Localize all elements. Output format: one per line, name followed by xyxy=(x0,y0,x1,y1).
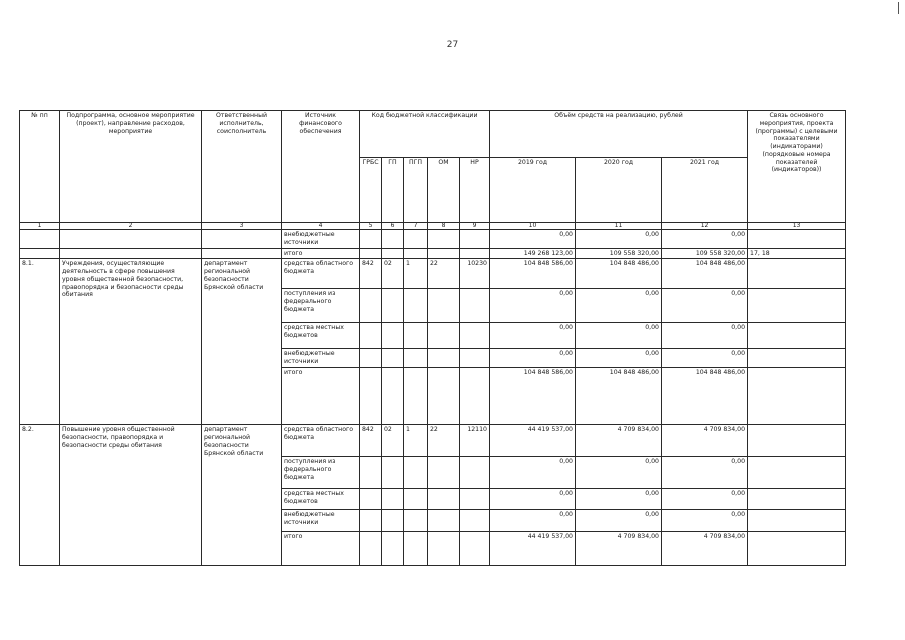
amount-2019: 44 419 537,00 xyxy=(490,532,576,566)
empty-cell xyxy=(460,289,490,323)
empty-cell xyxy=(382,349,404,368)
col-header-2019: 2019 год xyxy=(490,158,576,223)
empty-cell xyxy=(382,230,404,249)
col-header-pgp: ПГП xyxy=(404,158,428,223)
column-number: 2 xyxy=(60,223,202,230)
section-responsible: департамент региональной безопасности Брянской области xyxy=(202,425,282,566)
empty-cell xyxy=(360,532,382,566)
col-header-sources: Источник финансового обеспечения xyxy=(282,111,360,223)
section-number: 8.1. xyxy=(20,259,60,425)
amount-2019: 0,00 xyxy=(490,457,576,489)
column-number: 8 xyxy=(428,223,460,230)
code-pgp: 1 xyxy=(404,259,428,289)
link-cell xyxy=(748,457,846,489)
empty-cell xyxy=(404,457,428,489)
amount-2020: 0,00 xyxy=(576,489,662,510)
amount-2020: 0,00 xyxy=(576,457,662,489)
code-gp: 02 xyxy=(382,259,404,289)
empty-cell xyxy=(382,248,404,259)
empty-cell xyxy=(428,323,460,349)
empty-cell xyxy=(460,510,490,532)
empty-cell xyxy=(460,349,490,368)
empty-cell xyxy=(428,349,460,368)
amount-2021: 109 558 320,00 xyxy=(662,248,748,259)
amount-2021: 0,00 xyxy=(662,510,748,532)
amount-2019: 0,00 xyxy=(490,510,576,532)
code-grbs: 842 xyxy=(360,259,382,289)
amount-2019: 0,00 xyxy=(490,349,576,368)
code-grbs: 842 xyxy=(360,425,382,457)
code-gp: 02 xyxy=(382,425,404,457)
link-cell xyxy=(748,259,846,289)
source-cell: средства местных бюджетов xyxy=(282,489,360,510)
empty-cell xyxy=(404,230,428,249)
empty-cell xyxy=(382,457,404,489)
section-name: Повышение уровня общественной безопасности, правопорядка и безопасности среды обитания xyxy=(60,425,202,566)
source-cell: внебюджетные источники xyxy=(282,349,360,368)
amount-2020: 104 848 486,00 xyxy=(576,368,662,425)
amount-2019: 44 419 537,00 xyxy=(490,425,576,457)
source-cell: внебюджетные источники xyxy=(282,510,360,532)
empty-cell xyxy=(428,532,460,566)
amount-2020: 109 558 320,00 xyxy=(576,248,662,259)
empty-cell xyxy=(404,248,428,259)
empty-cell xyxy=(428,230,460,249)
table-row xyxy=(20,230,846,249)
budget-table xyxy=(19,110,846,566)
column-number: 5 xyxy=(360,223,382,230)
empty-cell xyxy=(382,510,404,532)
empty-cell xyxy=(460,457,490,489)
col-header-2021: 2021 год xyxy=(662,158,748,223)
amount-2021: 4 709 834,00 xyxy=(662,532,748,566)
empty-cell xyxy=(404,510,428,532)
code-om: 22 xyxy=(428,425,460,457)
empty-cell xyxy=(360,230,382,249)
empty-cell xyxy=(428,489,460,510)
empty-cell xyxy=(360,323,382,349)
amount-2020: 0,00 xyxy=(576,230,662,249)
amount-2021: 0,00 xyxy=(662,489,748,510)
link-cell xyxy=(748,289,846,323)
col-header-num: № пп xyxy=(20,111,60,223)
empty-cell xyxy=(360,510,382,532)
empty-cell xyxy=(382,323,404,349)
column-number: 1 xyxy=(20,223,60,230)
amount-2019: 104 848 586,00 xyxy=(490,259,576,289)
column-number: 6 xyxy=(382,223,404,230)
page-number: 27 xyxy=(446,40,459,50)
section-name: Учреждения, осуществляющие деятельность в сфере повышения уровня общественной безопасности, правопорядка и безопасности среды обитания xyxy=(60,259,202,425)
amount-2020: 0,00 xyxy=(576,289,662,323)
amount-2021: 0,00 xyxy=(662,230,748,249)
code-pgp: 1 xyxy=(404,425,428,457)
empty-cell xyxy=(382,289,404,323)
amount-2019: 149 268 123,00 xyxy=(490,248,576,259)
empty-cell xyxy=(360,368,382,425)
empty-cell xyxy=(460,532,490,566)
column-number: 4 xyxy=(282,223,360,230)
amount-2020: 104 848 486,00 xyxy=(576,259,662,289)
amount-2021: 4 709 834,00 xyxy=(662,425,748,457)
empty-cell xyxy=(428,289,460,323)
source-cell: средства местных бюджетов xyxy=(282,323,360,349)
code-om: 22 xyxy=(428,259,460,289)
empty-cell xyxy=(428,248,460,259)
source-cell: итого xyxy=(282,368,360,425)
link-cell xyxy=(748,532,846,566)
column-number: 3 xyxy=(202,223,282,230)
source-cell: средства областного бюджета xyxy=(282,259,360,289)
empty-cell xyxy=(360,489,382,510)
scan-edge-mark xyxy=(898,2,899,14)
empty-cell xyxy=(360,349,382,368)
table-row xyxy=(20,425,846,457)
amount-2020: 0,00 xyxy=(576,510,662,532)
link-cell xyxy=(748,489,846,510)
empty-cell xyxy=(60,230,202,249)
amount-2021: 0,00 xyxy=(662,289,748,323)
empty-cell xyxy=(360,457,382,489)
column-number: 11 xyxy=(576,223,662,230)
empty-cell xyxy=(60,248,202,259)
empty-cell xyxy=(360,289,382,323)
empty-cell xyxy=(202,230,282,249)
section-responsible: департамент региональной безопасности Брянской области xyxy=(202,259,282,425)
amount-2019: 0,00 xyxy=(490,230,576,249)
source-cell: средства областного бюджета xyxy=(282,425,360,457)
empty-cell xyxy=(404,289,428,323)
col-header-volume: Объём средств на реализацию, рублей xyxy=(490,111,748,158)
col-header-2020: 2020 год xyxy=(576,158,662,223)
source-cell: итого xyxy=(282,532,360,566)
source-cell: поступления из федерального бюджета xyxy=(282,457,360,489)
col-header-link: Связь основного мероприятия, проекта (программы) с целевыми показателями (индикаторами) (порядковые номера показателей (индикаторов)) xyxy=(748,111,846,223)
empty-cell xyxy=(360,248,382,259)
link-cell xyxy=(748,230,846,249)
col-header-om: ОМ xyxy=(428,158,460,223)
empty-cell xyxy=(382,368,404,425)
empty-cell xyxy=(428,510,460,532)
empty-cell xyxy=(202,248,282,259)
code-nr: 12110 xyxy=(460,425,490,457)
amount-2019: 0,00 xyxy=(490,323,576,349)
amount-2021: 0,00 xyxy=(662,323,748,349)
amount-2020: 4 709 834,00 xyxy=(576,532,662,566)
column-number: 13 xyxy=(748,223,846,230)
empty-cell xyxy=(460,323,490,349)
empty-cell xyxy=(428,457,460,489)
amount-2021: 0,00 xyxy=(662,349,748,368)
link-cell xyxy=(748,323,846,349)
empty-cell xyxy=(20,230,60,249)
empty-cell xyxy=(460,248,490,259)
source-cell: внебюджетные источники xyxy=(282,230,360,249)
amount-2020: 4 709 834,00 xyxy=(576,425,662,457)
empty-cell xyxy=(404,349,428,368)
amount-2019: 0,00 xyxy=(490,289,576,323)
table-row xyxy=(20,248,846,259)
empty-cell xyxy=(20,248,60,259)
link-cell xyxy=(748,368,846,425)
link-cell xyxy=(748,425,846,457)
table-row xyxy=(20,259,846,289)
amount-2021: 0,00 xyxy=(662,457,748,489)
empty-cell xyxy=(404,323,428,349)
column-number: 7 xyxy=(404,223,428,230)
empty-cell xyxy=(460,368,490,425)
amount-2021: 104 848 486,00 xyxy=(662,368,748,425)
source-cell: итого xyxy=(282,248,360,259)
code-nr: 10230 xyxy=(460,259,490,289)
empty-cell xyxy=(428,368,460,425)
col-header-grbs: ГРБС xyxy=(360,158,382,223)
empty-cell xyxy=(460,489,490,510)
amount-2020: 0,00 xyxy=(576,323,662,349)
link-cell xyxy=(748,349,846,368)
amount-2021: 104 848 486,00 xyxy=(662,259,748,289)
col-header-gp: ГП xyxy=(382,158,404,223)
col-header-subprogram: Подпрограмма, основное мероприятие (проект), направление расходов, мероприятие xyxy=(60,111,202,223)
column-number-row xyxy=(20,223,846,230)
col-header-budget-code: Код бюджетной классификации xyxy=(360,111,490,158)
link-cell: 17, 18 xyxy=(748,248,846,259)
column-number: 9 xyxy=(460,223,490,230)
link-cell xyxy=(748,510,846,532)
amount-2020: 0,00 xyxy=(576,349,662,368)
amount-2019: 0,00 xyxy=(490,489,576,510)
empty-cell xyxy=(404,532,428,566)
empty-cell xyxy=(404,489,428,510)
source-cell: поступления из федерального бюджета xyxy=(282,289,360,323)
col-header-responsible: Ответственный исполнитель, соисполнитель xyxy=(202,111,282,223)
section-number: 8.2. xyxy=(20,425,60,566)
empty-cell xyxy=(404,368,428,425)
col-header-nr: НР xyxy=(460,158,490,223)
empty-cell xyxy=(382,489,404,510)
empty-cell xyxy=(382,532,404,566)
column-number: 12 xyxy=(662,223,748,230)
empty-cell xyxy=(460,230,490,249)
amount-2019: 104 848 586,00 xyxy=(490,368,576,425)
column-number: 10 xyxy=(490,223,576,230)
